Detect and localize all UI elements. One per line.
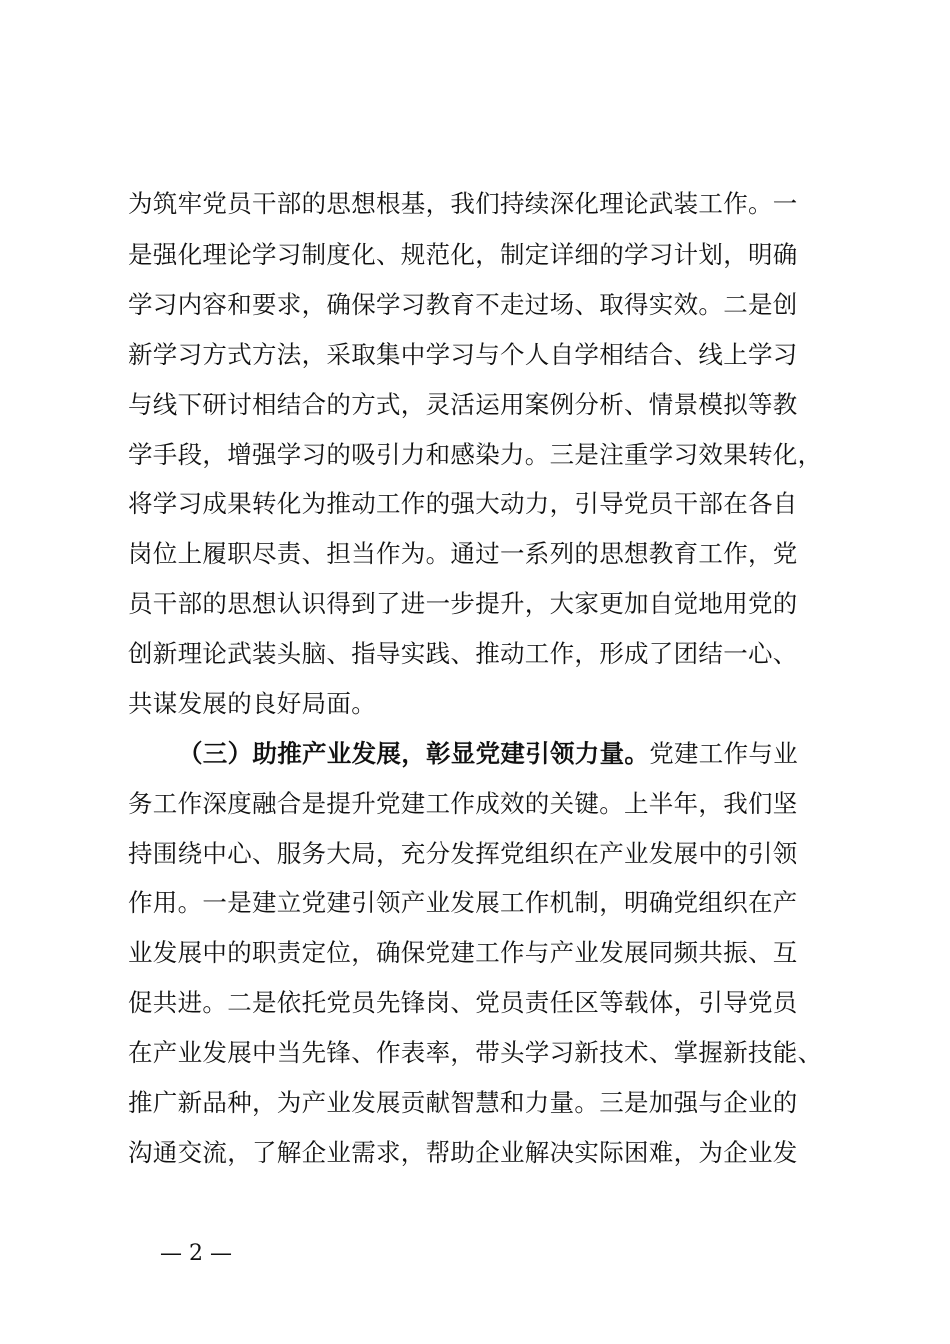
paragraph-line: 作用。一是建立党建引领产业发展工作机制，明确党组织在产 [128,888,798,917]
paragraph-line: 岗位上履职尽责、担当作为。通过一系列的思想教育工作，党 [128,539,798,568]
paragraph-line: 员干部的思想认识得到了进一步提升，大家更加自觉地用党的 [128,589,798,618]
paragraph-line: 新学习方式方法，采取集中学习与个人自学相结合、线上学习 [128,340,798,369]
paragraph-line: 业发展中的职责定位，确保党建工作与产业发展同频共振、互 [128,938,798,967]
paragraph-line: 创新理论武装头脑、指导实践、推动工作，形成了团结一心、 [128,639,798,668]
paragraph-line: 将学习成果转化为推动工作的强大动力，引导党员干部在各自 [128,489,798,518]
paragraph-line: 与线下研讨相结合的方式，灵活运用案例分析、情景模拟等教 [128,390,798,419]
paragraph-line: 学手段，增强学习的吸引力和感染力。三是注重学习效果转化， [128,440,823,469]
paragraph-line: 持围绕中心、服务大局，充分发挥党组织在产业发展中的引领 [128,839,798,868]
paragraph-line: 促共进。二是依托党员先锋岗、党员责任区等载体，引导党员 [128,988,798,1017]
section-heading: （三）助推产业发展，彰显党建引领力量。 [178,739,650,768]
paragraph-line: 推广新品种，为产业发展贡献智慧和力量。三是加强与企业的 [128,1088,798,1117]
paragraph-line: 在产业发展中当先锋、作表率，带头学习新技术、掌握新技能、 [128,1038,823,1067]
section-heading-line [178,739,858,769]
paragraph-line: 沟通交流，了解企业需求，帮助企业解决实际困难，为企业发 [128,1138,798,1167]
paragraph-line: 为筑牢党员干部的思想根基，我们持续深化理论武装工作。一 [128,189,798,218]
paragraph-line: 共谋发展的良好局面。 [128,689,376,718]
paragraph-line: 务工作深度融合是提升党建工作成效的关键。上半年，我们坚 [128,789,798,818]
page-number: — 2 — [160,1241,232,1266]
section-heading-rest: 党建工作与业 [649,739,799,768]
paragraph-line: 学习内容和要求，确保学习教育不走过场、取得实效。二是创 [128,290,798,319]
paragraph-line: 是强化理论学习制度化、规范化，制定详细的学习计划，明确 [128,240,798,269]
